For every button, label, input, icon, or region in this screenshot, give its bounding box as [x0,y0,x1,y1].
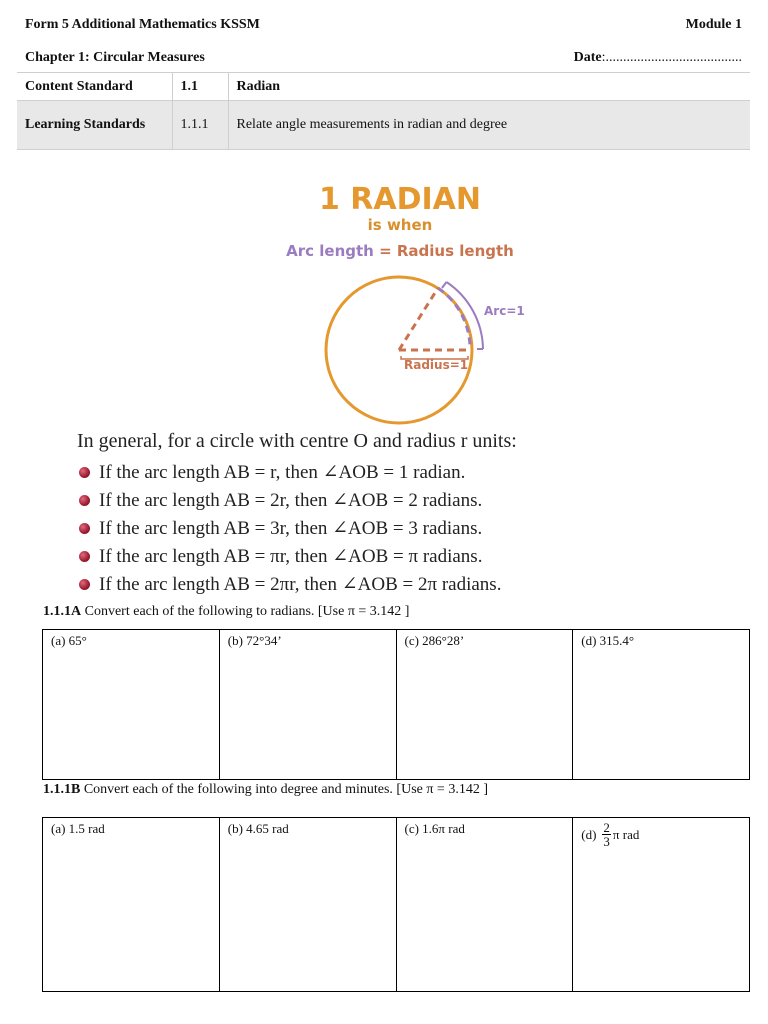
content-standard-label: Content Standard [17,73,172,101]
infographic-equation [250,242,550,260]
infographic-title: 1 RADIAN [318,182,482,217]
content-standard-title: Radian [228,73,750,101]
bullet-item: If the arc length AB = r, then ∠AOB = 1 radian. [77,458,501,486]
cell-d-suffix: π rad [612,826,640,842]
bullet-item: If the arc length AB = 2πr, then ∠AOB = 2π radians. [77,571,501,599]
question-code: 1.1.1B [43,782,81,797]
arc-length-text: Arc length [286,242,374,260]
bullet-dot-icon [79,579,90,590]
fraction-numerator: 2 [603,820,610,835]
infographic-subtitle: is when [367,216,433,234]
question-text: Convert each of the following into degree and minutes. [Use π = 3.142 ] [80,782,488,797]
fraction-denominator: 3 [603,834,610,849]
module-label: Module 1 [685,17,742,32]
equals-sign: = [373,242,397,260]
bullet-item: If the arc length AB = 3r, then ∠AOB = 3 radians. [77,514,501,542]
arc-label: Arc=1 [484,304,525,318]
radius-length-text: Radius length [396,242,514,260]
question-1-1-1b [43,782,488,798]
learning-standards-code: 1.1.1 [172,101,228,150]
answer-cell-a[interactable]: (a) 65° [43,630,220,780]
answer-cell-d[interactable]: (d) 315.4° [573,630,750,780]
date-label: Date [573,50,602,65]
cell-d-prefix: (d) [581,826,597,842]
radius-label: Radius=1 [404,358,469,372]
bullet-dot-icon [79,467,90,478]
answer-cell-d[interactable] [573,818,750,992]
question-code: 1.1.1A [43,604,82,619]
learning-standards-text: Relate angle measurements in radian and degree [228,101,750,150]
bullet-item: If the arc length AB = 2r, then ∠AOB = 2 radians. [77,486,501,514]
learning-standards-row [17,101,750,150]
standards-table [17,72,750,150]
fraction [602,821,611,848]
radian-bullet-list [77,458,501,599]
answer-cell-c[interactable]: (c) 286°28’ [396,630,573,780]
form-title: Form 5 Additional Mathematics KSSM [25,17,260,32]
date-blank: :....................................... [601,50,742,65]
general-statement: In general, for a circle with centre O and radius r units: [77,430,517,452]
question-text: Convert each of the following to radians. [Use π = 3.142 ] [81,604,410,619]
bullet-dot-icon [79,551,90,562]
answer-cell-c[interactable]: (c) 1.6π rad [396,818,573,992]
answer-cell-a[interactable]: (a) 1.5 rad [43,818,220,992]
content-standard-row [17,73,750,101]
chapter-title: Chapter 1: Circular Measures [25,50,205,65]
content-standard-code: 1.1 [172,73,228,101]
answer-cell-b[interactable]: (b) 72°34’ [219,630,396,780]
answer-grid-1-1-1a [42,629,750,780]
learning-standards-label: Learning Standards [17,101,172,150]
radius-slanted [399,288,438,350]
bullet-item: If the arc length AB = πr, then ∠AOB = π radians. [77,543,501,571]
answer-grid-1-1-1b [42,817,750,992]
bullet-dot-icon [79,523,90,534]
radian-circle-diagram [300,270,550,425]
date-field [574,50,742,66]
bullet-dot-icon [79,495,90,506]
question-1-1-1a [43,604,409,620]
answer-cell-b[interactable]: (b) 4.65 rad [219,818,396,992]
